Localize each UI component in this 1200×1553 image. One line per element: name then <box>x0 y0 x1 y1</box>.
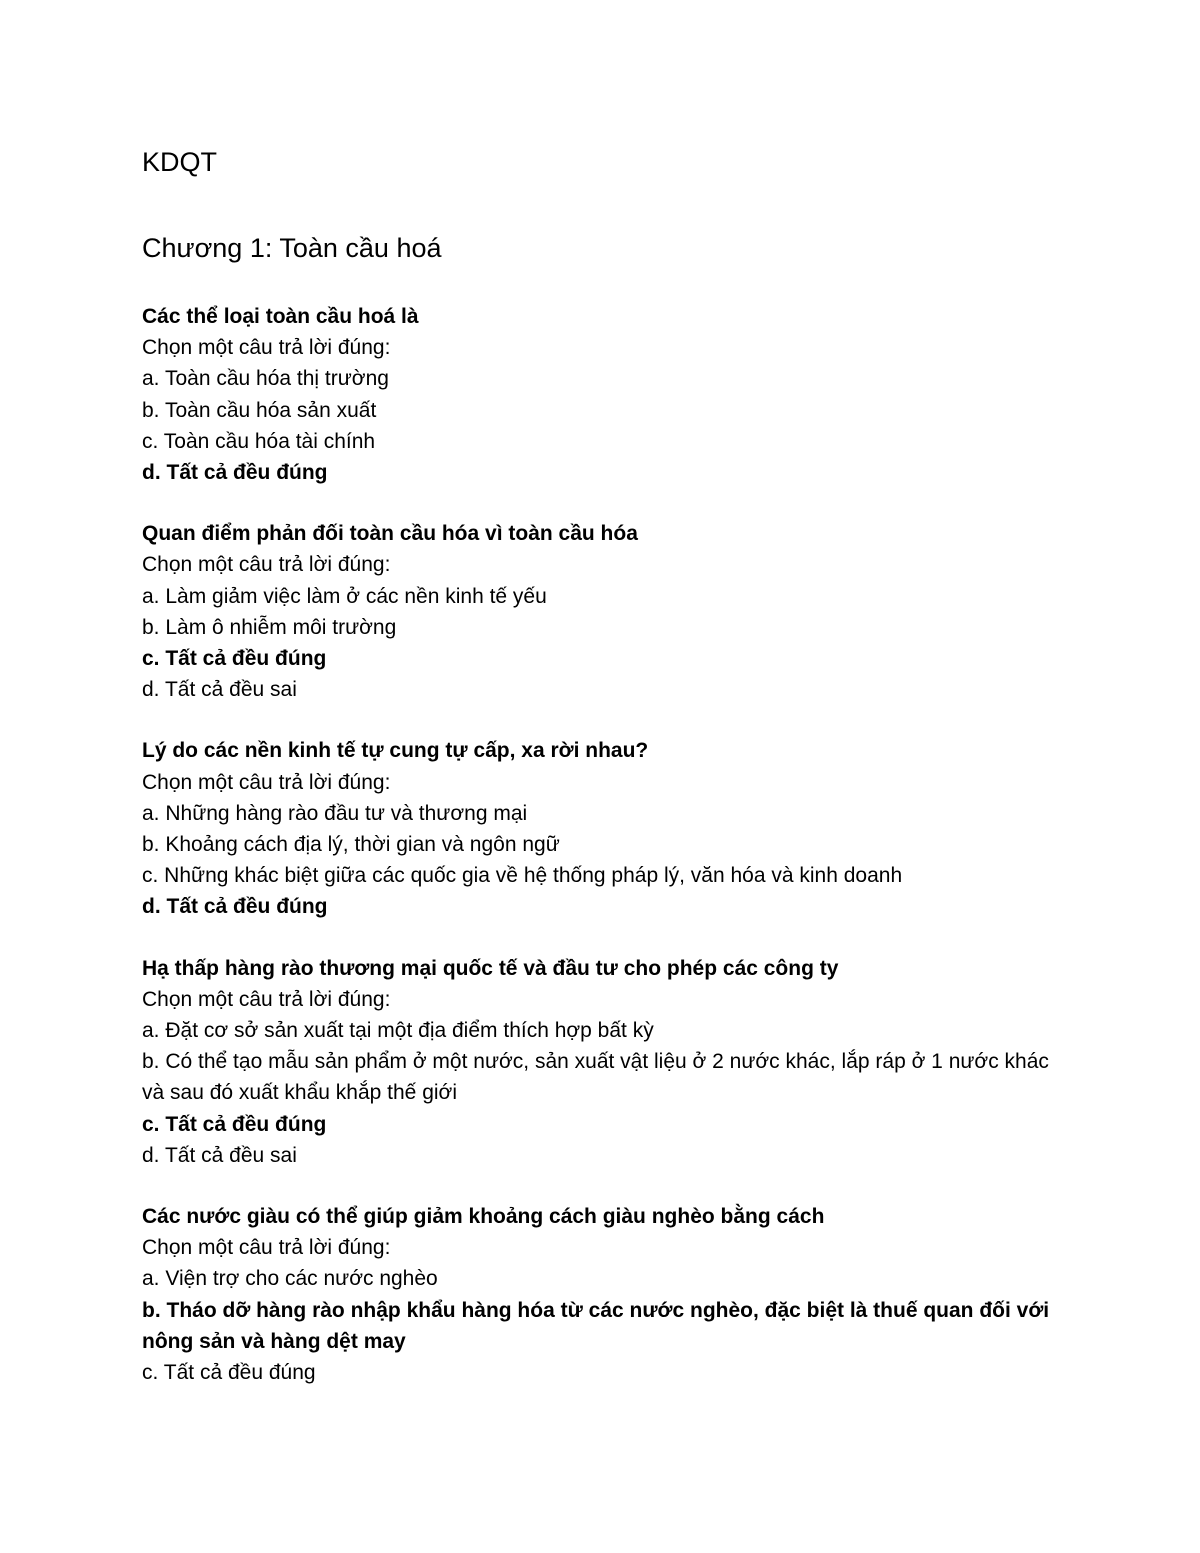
answer-option: a. Những hàng rào đầu tư và thương mại <box>142 801 528 825</box>
question-prompt: Chọn một câu trả lời đúng: <box>142 770 391 794</box>
answer-option: b. Làm ô nhiễm môi trường <box>142 615 397 639</box>
answer-option: b. Khoảng cách địa lý, thời gian và ngôn ngữ <box>142 833 560 857</box>
question-text: Các nước giàu có thể giúp giảm khoảng cách giàu nghèo bằng cách <box>142 1205 825 1229</box>
question-text: Hạ thấp hàng rào thương mại quốc tế và đầu tư cho phép các công ty <box>142 956 839 980</box>
answer-option: d. Tất cả đều đúng <box>142 895 328 919</box>
question-text: Các thể loại toàn cầu hoá là <box>142 305 419 328</box>
answer-option: a. Đặt cơ sở sản xuất tại một địa điểm thích hợp bất kỳ <box>142 1019 654 1043</box>
answer-option: d. Tất cả đều sai <box>142 1143 297 1167</box>
answer-option: a. Viện trợ cho các nước nghèo <box>142 1267 438 1291</box>
chapter-title: Chương 1: Toàn cầu hoá <box>142 233 442 263</box>
question-prompt: Chọn một câu trả lời đúng: <box>142 553 391 577</box>
question-block <box>142 301 1072 488</box>
answer-option: c. Tất cả đều đúng <box>142 1112 327 1136</box>
answer-option: c. Tất cả đều đúng <box>142 1361 316 1385</box>
question-prompt: Chọn một câu trả lời đúng: <box>142 336 391 360</box>
answer-option: b. Toàn cầu hóa sản xuất <box>142 398 377 422</box>
question-block <box>142 953 1072 1171</box>
answer-option: d. Tất cả đều đúng <box>142 461 328 485</box>
answer-option: b. Có thể tạo mẫu sản phẩm ở một nước, sản xuất vật liệu ở 2 nước khác, lắp ráp ở 1 nước khác và sau đó xuất khẩu khắp thế giới <box>142 1050 1049 1105</box>
question-text: Lý do các nền kinh tế tự cung tự cấp, xa rời nhau? <box>142 739 649 763</box>
question-text: Quan điểm phản đối toàn cầu hóa vì toàn cầu hóa <box>142 522 638 546</box>
answer-option: d. Tất cả đều sai <box>142 678 297 702</box>
document-title: KDQT <box>142 147 218 177</box>
question-block <box>142 518 1072 705</box>
answer-option: b. Tháo dỡ hàng rào nhập khẩu hàng hóa từ các nước nghèo, đặc biệt là thuế quan đối với nông sản và hàng dệt may <box>142 1298 1050 1353</box>
document-content <box>142 140 1072 1388</box>
answer-option: c. Tất cả đều đúng <box>142 647 327 671</box>
answer-option: a. Toàn cầu hóa thị trường <box>142 367 389 391</box>
question-block <box>142 735 1072 922</box>
answer-option: c. Những khác biệt giữa các quốc gia về hệ thống pháp lý, văn hóa và kinh doanh <box>142 864 903 888</box>
question-prompt: Chọn một câu trả lời đúng: <box>142 987 391 1011</box>
question-block <box>142 1201 1072 1388</box>
answer-option: a. Làm giảm việc làm ở các nền kinh tế yếu <box>142 584 547 608</box>
question-prompt: Chọn một câu trả lời đúng: <box>142 1236 391 1260</box>
answer-option: c. Toàn cầu hóa tài chính <box>142 429 376 453</box>
